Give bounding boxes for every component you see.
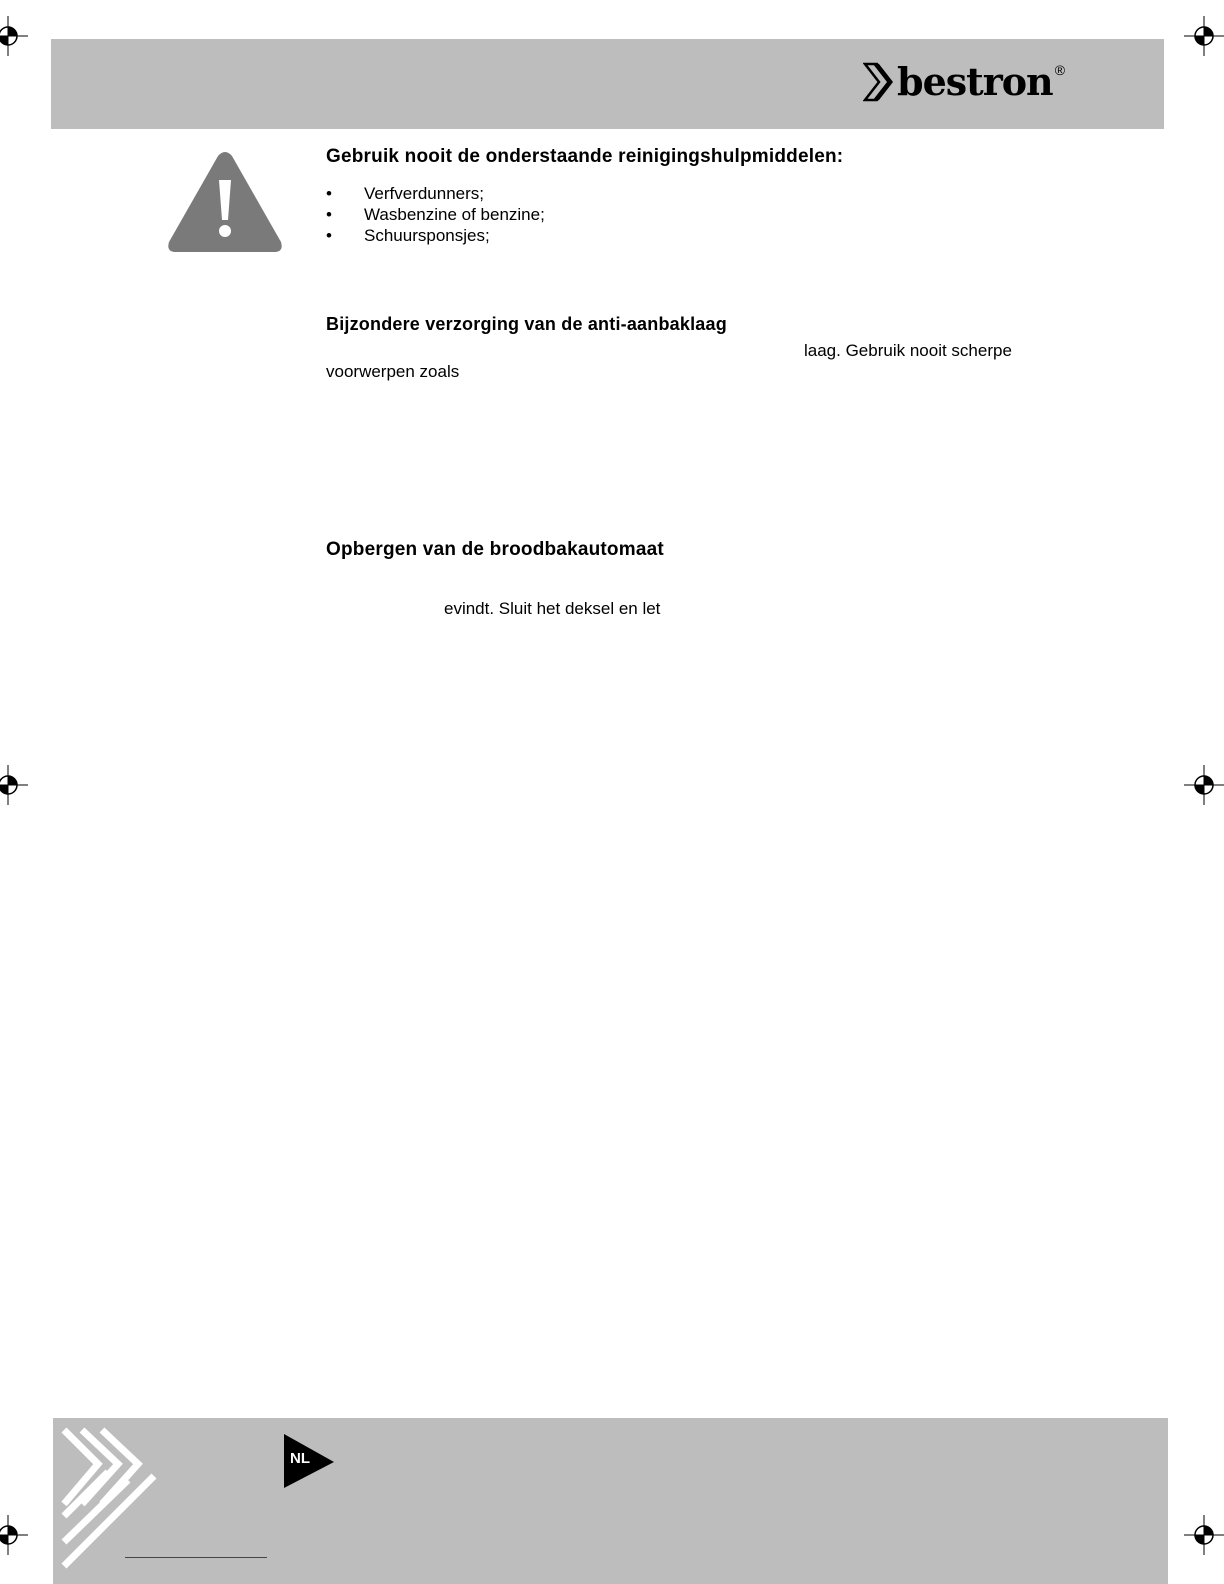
paragraph-line: voorwerpen zoals [326,362,460,381]
section-heading: Gebruik nooit de onderstaande reinigingshulpmiddelen: [326,146,844,167]
warning-icon [166,150,284,254]
registration-mark-icon [1184,765,1224,805]
cleaning-agents-list [326,183,545,246]
language-badge: NL [290,1450,310,1467]
registration-mark-icon [1184,16,1224,56]
registration-mark-icon [1184,1515,1224,1555]
registration-mark-icon [0,765,28,805]
paragraph-line: laag. Gebruik nooit scherpe [804,341,1012,360]
bestron-logo [863,60,1065,104]
footer-chevrons-icon [58,1424,164,1570]
list-item: • Wasbenzine of benzine; [326,204,545,225]
logo-wordmark: bestron [897,59,1053,104]
logo-chevrons-icon [863,62,897,102]
section-heading: Opbergen van de broodbakautomaat [326,539,664,560]
list-item: • Verfverdunners; [326,183,545,204]
section-heading: Bijzondere verzorging van de anti-aanbaklaag [326,314,727,334]
registration-mark-icon [0,1515,28,1555]
footer-band [53,1418,1168,1584]
footer-link-underline[interactable] [125,1557,267,1558]
registered-mark: ® [1054,62,1066,78]
registration-mark-icon [0,16,28,56]
paragraph-line: evindt. Sluit het deksel en let [444,599,661,618]
list-item: • Schuursponsjes; [326,225,545,246]
